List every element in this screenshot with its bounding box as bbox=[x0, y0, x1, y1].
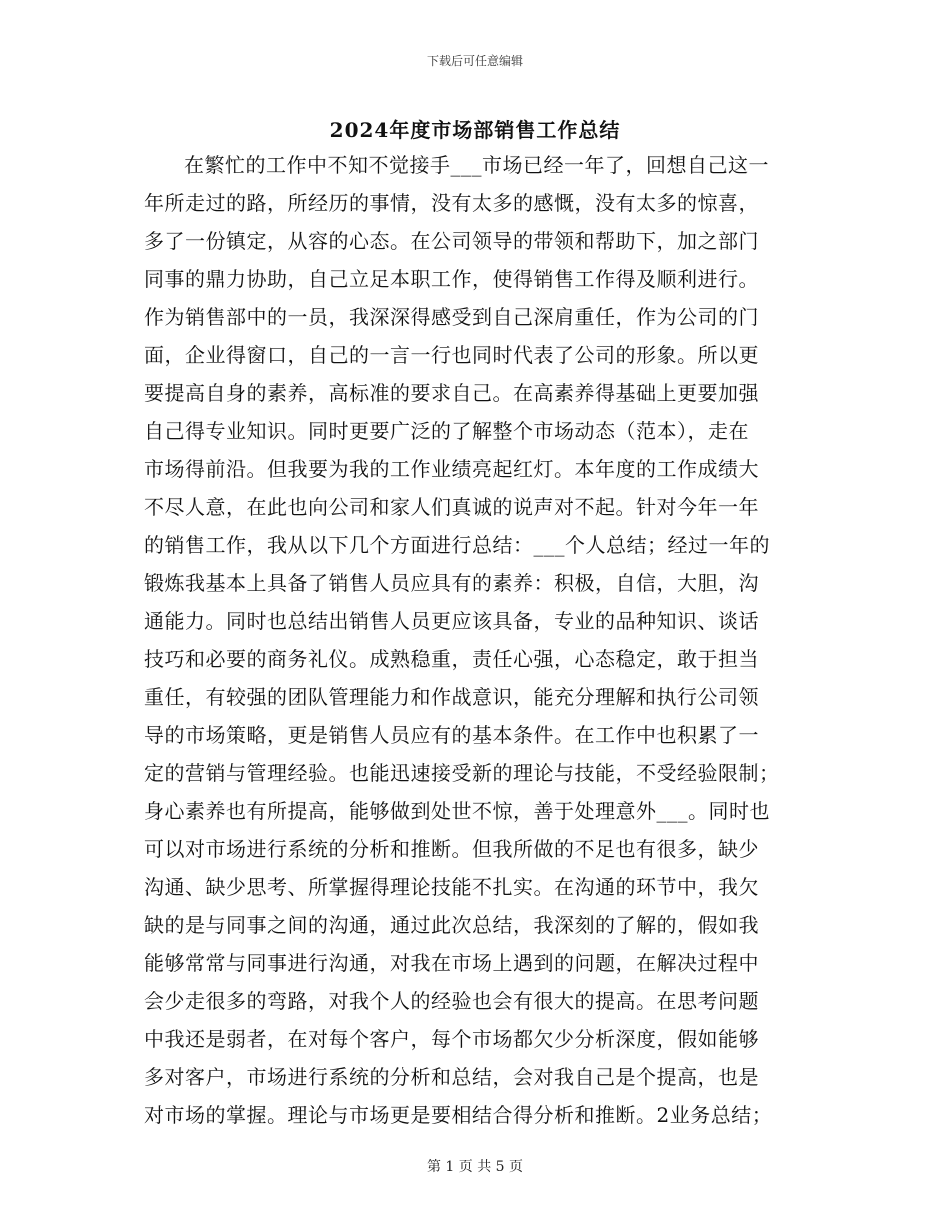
body-line: 沟通、缺少思考、所掌握得理论技能不扎实。在沟通的环节中，我欠 bbox=[144, 875, 759, 899]
body-line: 通能力。同时也总结出销售人员更应该具备，专业的品种知识、谈话 bbox=[144, 609, 759, 633]
document-body bbox=[144, 146, 812, 1134]
body-line: 中我还是弱者，在对每个客户，每个市场都欠少分析深度，假如能够 bbox=[144, 1027, 759, 1051]
body-line: 会少走很多的弯路，对我个人的经验也会有很大的提高。在思考问题 bbox=[144, 989, 759, 1013]
body-line: 多对客户，市场进行系统的分析和总结，会对我自己是个提高，也是 bbox=[144, 1065, 759, 1089]
body-line: 年所走过的路，所经历的事情，没有太多的感慨，没有太多的惊喜， bbox=[144, 191, 759, 215]
body-line: 在繁忙的工作中不知不觉接手___市场已经一年了，回想自己这一 bbox=[184, 153, 769, 177]
body-line: 重任，有较强的团队管理能力和作战意识，能充分理解和执行公司领 bbox=[144, 685, 759, 709]
body-line: 多了一份镇定，从容的心态。在公司领导的带领和帮助下，加之部门 bbox=[144, 229, 759, 253]
body-line: 面，企业得窗口，自己的一言一行也同时代表了公司的形象。所以更 bbox=[144, 343, 759, 367]
body-line: 同事的鼎力协助，自己立足本职工作，使得销售工作得及顺利进行。 bbox=[144, 267, 759, 291]
body-line: 技巧和必要的商务礼仪。成熟稳重，责任心强，心态稳定，敢于担当 bbox=[144, 647, 759, 671]
body-line: 能够常常与同事进行沟通，对我在市场上遇到的问题，在解决过程中 bbox=[144, 951, 759, 975]
body-line: 不尽人意，在此也向公司和家人们真诚的说声对不起。针对今年一年 bbox=[144, 495, 759, 519]
body-line: 对市场的掌握。理论与市场更是要相结合得分析和推断。2业务总结； bbox=[144, 1103, 773, 1127]
body-line: 定的营销与管理经验。也能迅速接受新的理论与技能，不受经验限制； bbox=[144, 761, 780, 785]
body-line: 缺的是与同事之间的沟通，通过此次总结，我深刻的了解的，假如我 bbox=[144, 913, 759, 937]
body-line: 可以对市场进行系统的分析和推断。但我所做的不足也有很多，缺少 bbox=[144, 837, 759, 861]
body-line: 身心素养也有所提高，能够做到处世不惊，善于处理意外___。同时也 bbox=[144, 799, 770, 823]
body-line: 锻炼我基本上具备了销售人员应具有的素养：积极，自信，大胆，沟 bbox=[144, 571, 759, 595]
body-line: 的销售工作，我从以下几个方面进行总结：___个人总结；经过一年的 bbox=[144, 533, 770, 557]
body-line: 市场得前沿。但我要为我的工作业绩亮起红灯。本年度的工作成绩大 bbox=[144, 457, 759, 481]
body-line: 作为销售部中的一员，我深深得感受到自己深肩重任，作为公司的门 bbox=[144, 305, 759, 329]
document-title: 2024年度市场部销售工作总结 bbox=[329, 118, 621, 142]
page-number: 第 1 页 共 5 页 bbox=[426, 1159, 524, 1175]
body-line: 导的市场策略，更是销售人员应有的基本条件。在工作中也积累了一 bbox=[144, 723, 759, 747]
body-line: 要提高自身的素养，高标准的要求自己。在高素养得基础上更要加强 bbox=[144, 381, 759, 405]
body-line: 自己得专业知识。同时更要广泛的了解整个市场动态（范本），走在 bbox=[144, 419, 749, 443]
header-note: 下载后可任意编辑 bbox=[426, 54, 523, 68]
